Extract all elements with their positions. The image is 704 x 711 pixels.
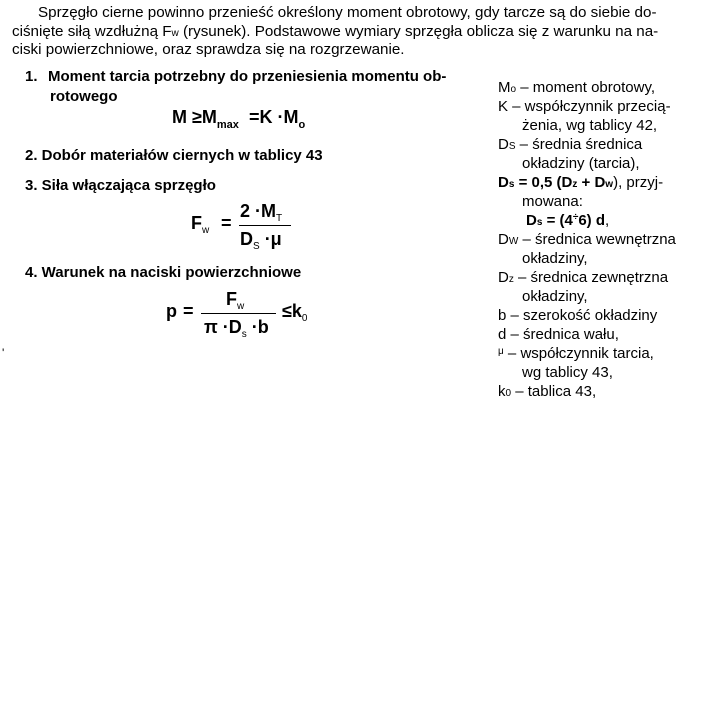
formula-force-lhs: $F_w$ xyxy=(191,213,210,236)
intro-line-3: ciski powierzchniowe, oraz sprawdza się na rozgrzewanie. xyxy=(12,41,405,58)
step-1-heading: Moment tarcia potrzebny do przeniesienia momentu ob- xyxy=(48,68,447,85)
legend-dz-cont: okładziny, xyxy=(522,288,588,305)
legend-dw: DW – średnica wewnętrzna xyxy=(498,231,676,248)
formula-pressure-eq: = xyxy=(183,301,194,321)
formula-moment: $M \ge M_{max} =K \cdot M_o$ xyxy=(172,107,306,131)
legend-ds-formula: Ds = 0,5 (Dz + Dw), przyj- xyxy=(498,174,664,191)
formula-pressure-numerator: $F_w$ xyxy=(226,289,245,312)
legend-ds-cont: okładziny (tarcia), xyxy=(522,155,640,172)
formula-force-eq: = xyxy=(221,213,232,233)
legend-k0: k0 – tablica 43, xyxy=(498,383,597,400)
step-4-heading: 4. Warunek na naciski powierzchniowe xyxy=(25,264,302,281)
legend-k: K – współczynnik przecią- xyxy=(498,98,671,115)
intro-line-1: Sprzęgło cierne powinno przenieść określony moment obrotowy, gdy tarcze są do siebie do- xyxy=(38,4,657,21)
legend-mu-cont: wg tablicy 43, xyxy=(522,364,613,381)
formula-force-denominator: $D_S \cdot\mu$ xyxy=(240,229,282,252)
legend-mu: $^\mu$ – współczynnik tarcia, xyxy=(498,345,654,362)
formula-pressure-denominator: $\pi \cdot D_s \cdot b$ xyxy=(204,317,269,340)
intro-line-2: ciśnięte siłą wzdłużną Fw (rysunek). Podstawowe wymiary sprzęgła oblicza się z warunku na na- xyxy=(12,23,659,40)
legend-ds-formula-cont: mowana: xyxy=(522,193,583,210)
margin-mark: ' xyxy=(2,346,5,360)
legend-ds: DS – średnia średnica xyxy=(498,136,643,153)
legend-d: d – średnica wału, xyxy=(498,326,619,343)
formula-pressure-rhs: $\le k_0$ xyxy=(282,301,308,324)
legend-mo: Mo – moment obrotowy, xyxy=(498,79,656,96)
legend-ds-range: Ds = (4÷6) d, xyxy=(526,212,610,229)
step-1-number: 1. xyxy=(25,68,38,85)
legend-b: b – szerokość okładziny xyxy=(498,307,658,324)
step-3-heading: 3. Siła włączająca sprzęgło xyxy=(25,177,216,194)
legend-dw-cont: okładziny, xyxy=(522,250,588,267)
formula-force-fraction-bar xyxy=(239,225,291,226)
step-1-heading-cont: rotowego xyxy=(50,88,118,105)
legend-dz: Dz – średnica zewnętrzna xyxy=(498,269,669,286)
step-2-heading: 2. Dobór materiałów ciernych w tablicy 43 xyxy=(25,147,323,164)
formula-force-numerator: $2 \cdot M_T$ xyxy=(240,201,283,224)
legend-k-cont: żenia, wg tablicy 42, xyxy=(522,117,658,134)
formula-pressure-lhs: p xyxy=(166,301,177,321)
formula-pressure-fraction-bar xyxy=(201,313,276,314)
